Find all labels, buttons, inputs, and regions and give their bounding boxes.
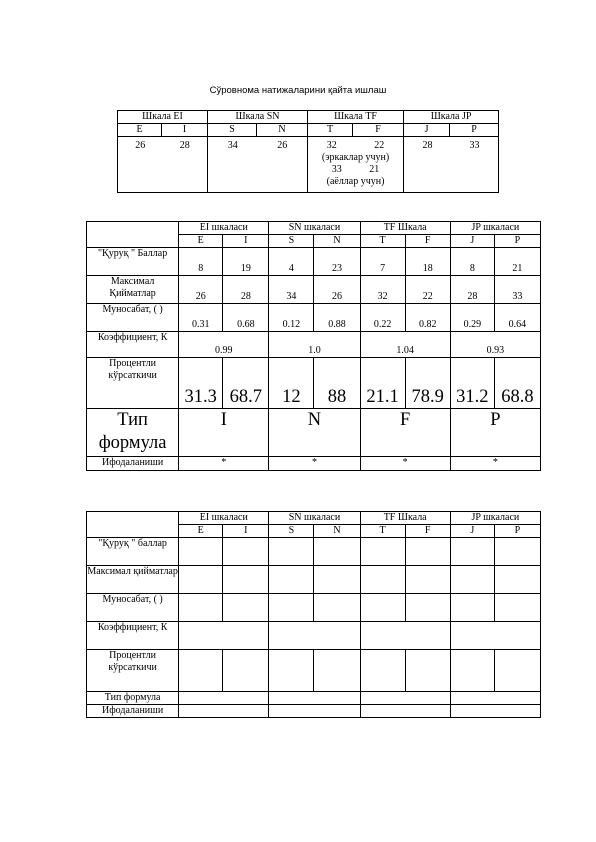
blank-cell[interactable] [314,650,360,692]
raw-s: 4 [269,248,314,276]
letter-e: E [179,235,223,248]
raw-i: 19 [223,248,269,276]
blank-cell[interactable] [179,650,223,692]
pct-s: 12 [269,358,314,409]
results-table [86,221,541,471]
blank-cell[interactable] [450,594,494,622]
ratio-s: 0.12 [269,304,314,332]
blank-cell[interactable] [269,650,314,692]
coef-tf: 1.04 [360,332,450,358]
blank-cell[interactable] [179,622,269,650]
max-j: 28 [450,276,494,304]
corner-cell [87,222,179,248]
raw-f: 18 [405,248,450,276]
value-t-women: 33 [331,164,342,175]
row-label-max: Максимал қийматлар [87,566,179,594]
ratio-p: 0.64 [494,304,540,332]
value-f-women: 21 [369,164,380,175]
value-j: 28 [422,140,433,151]
men-note: (эркаклар учун) [321,152,390,163]
corner-cell [87,512,179,538]
blank-cell[interactable] [223,566,269,594]
row-label-type: Тип формула [87,692,179,705]
ratio-n: 0.88 [314,304,360,332]
blank-cell[interactable] [360,692,450,705]
max-i: 28 [223,276,269,304]
letter-i: I [223,235,269,248]
letter-t: T [360,235,405,248]
letter-i: I [223,525,269,538]
letter-f: F [405,235,450,248]
blank-cell[interactable] [223,650,269,692]
max-p: 33 [494,276,540,304]
blank-cell[interactable] [450,650,494,692]
scale-summary-table [117,110,499,193]
letter-p: P [494,525,540,538]
blank-cell[interactable] [360,594,405,622]
expr-ei: * [179,457,269,471]
row-label-ratio: Муносабат, ( ) [87,594,179,622]
coef-jp: 0.93 [450,332,540,358]
letter-e: E [179,525,223,538]
max-n: 26 [314,276,360,304]
blank-cell[interactable] [179,538,223,566]
raw-e: 8 [179,248,223,276]
max-f: 22 [405,276,450,304]
blank-cell[interactable] [450,622,540,650]
row-label-type: Тип формула [87,409,179,457]
raw-n: 23 [314,248,360,276]
blank-cell[interactable] [314,538,360,566]
ratio-i: 0.68 [223,304,269,332]
scale-header-ei: EI шкаласи [179,222,269,235]
letter-j: J [450,235,494,248]
blank-cell[interactable] [450,538,494,566]
ratio-e: 0.31 [179,304,223,332]
blank-cell[interactable] [494,566,540,594]
value-t-men: 32 [326,140,337,151]
scale-header-jp: Шкала JP [404,111,499,124]
row-label-coef: Коэффициент, К [87,622,179,650]
blank-cell[interactable] [360,705,450,718]
pct-t: 21.1 [360,358,405,409]
pct-j: 31.2 [450,358,494,409]
pct-i: 68.7 [223,358,269,409]
pct-e: 31.3 [179,358,223,409]
scale-header-jp: JP шкаласи [450,512,540,525]
blank-cell[interactable] [360,538,405,566]
letter-i: I [162,124,208,137]
type-sn: N [269,409,360,457]
scale-header-sn: Шкала SN [208,111,308,124]
pct-n: 88 [314,358,360,409]
coef-sn: 1.0 [269,332,360,358]
letter-f: F [405,525,450,538]
blank-cell[interactable] [269,705,360,718]
blank-cell[interactable] [405,594,450,622]
blank-cell[interactable] [179,705,269,718]
blank-cell[interactable] [314,594,360,622]
value-i: 28 [179,140,190,151]
row-label-expr: Ифодаланиши [87,705,179,718]
letter-n: N [314,235,360,248]
blank-cell[interactable] [269,692,360,705]
blank-cell[interactable] [314,566,360,594]
row-label-coef: Коэффициент, К [87,332,179,358]
letter-p: P [494,235,540,248]
blank-cell[interactable] [269,538,314,566]
letter-f: F [353,124,404,137]
max-t: 32 [360,276,405,304]
blank-cell[interactable] [405,650,450,692]
scale-header-tf: TF Шкала [360,512,450,525]
raw-j: 8 [450,248,494,276]
row-label-expr: Ифодаланиши [87,457,179,471]
blank-cell[interactable] [360,650,405,692]
value-s: 34 [227,140,238,151]
value-f-men: 22 [374,140,385,151]
blank-cell[interactable] [179,594,223,622]
type-ei: I [179,409,269,457]
blank-cell[interactable] [223,538,269,566]
row-label-max: Максимал Қийматлар [87,276,179,304]
coef-ei: 0.99 [179,332,269,358]
blank-cell[interactable] [179,692,269,705]
blank-cell[interactable] [269,566,314,594]
value-p: 33 [469,140,480,151]
ratio-t: 0.22 [360,304,405,332]
scale-header-sn: SN шкаласи [269,222,360,235]
row-label-pct: Процентли кўрсаткичи [87,358,179,409]
expr-jp: * [450,457,540,471]
scale-header-ei: Шкала EI [118,111,208,124]
row-label-pct: Процентли кўрсаткичи [87,650,179,692]
blank-cell[interactable] [494,594,540,622]
type-jp: P [450,409,540,457]
blank-cell[interactable] [494,538,540,566]
blank-cell[interactable] [450,705,540,718]
scale-header-jp: JP шкаласи [450,222,540,235]
raw-t: 7 [360,248,405,276]
value-e: 26 [135,140,146,151]
blank-cell[interactable] [179,566,223,594]
letter-j: J [404,124,450,137]
letter-s: S [269,235,314,248]
ratio-f: 0.82 [405,304,450,332]
jp-values [404,137,499,193]
blank-cell[interactable] [450,692,540,705]
scale-header-ei: EI шкаласи [179,512,269,525]
letter-n: N [314,525,360,538]
letter-t: T [308,124,353,137]
scale-header-tf: TF Шкала [360,222,450,235]
blank-cell[interactable] [360,622,450,650]
letter-e: E [118,124,162,137]
blank-cell[interactable] [494,650,540,692]
tf-values [308,137,404,193]
pct-f: 78.9 [405,358,450,409]
raw-p: 21 [494,248,540,276]
blank-cell[interactable] [405,538,450,566]
letter-j: J [450,525,494,538]
row-label-raw: "Қуруқ " Баллар [87,248,179,276]
value-n: 26 [277,140,288,151]
blank-cell[interactable] [360,566,405,594]
row-label-ratio: Муносабат, ( ) [87,304,179,332]
expr-sn: * [269,457,360,471]
blank-cell[interactable] [269,594,314,622]
scale-header-sn: SN шкаласи [269,512,360,525]
max-s: 34 [269,276,314,304]
ratio-j: 0.29 [450,304,494,332]
blank-cell[interactable] [223,594,269,622]
letter-p: P [450,124,499,137]
blank-cell[interactable] [405,566,450,594]
letter-n: N [257,124,308,137]
page-title: Сўровнома натижаларини қайта ишлаш [209,85,387,96]
sn-values [208,137,308,193]
blank-results-table [86,511,541,718]
max-e: 26 [179,276,223,304]
scale-header-tf: Шкала TF [308,111,404,124]
row-label-raw: "Қуруқ " баллар [87,538,179,566]
type-tf: F [360,409,450,457]
pct-p: 68.8 [494,358,540,409]
letter-s: S [208,124,257,137]
letter-s: S [269,525,314,538]
ei-values [118,137,208,193]
expr-tf: * [360,457,450,471]
blank-cell[interactable] [450,566,494,594]
blank-cell[interactable] [269,622,360,650]
letter-t: T [360,525,405,538]
women-note: (аёллар учун) [326,176,385,187]
